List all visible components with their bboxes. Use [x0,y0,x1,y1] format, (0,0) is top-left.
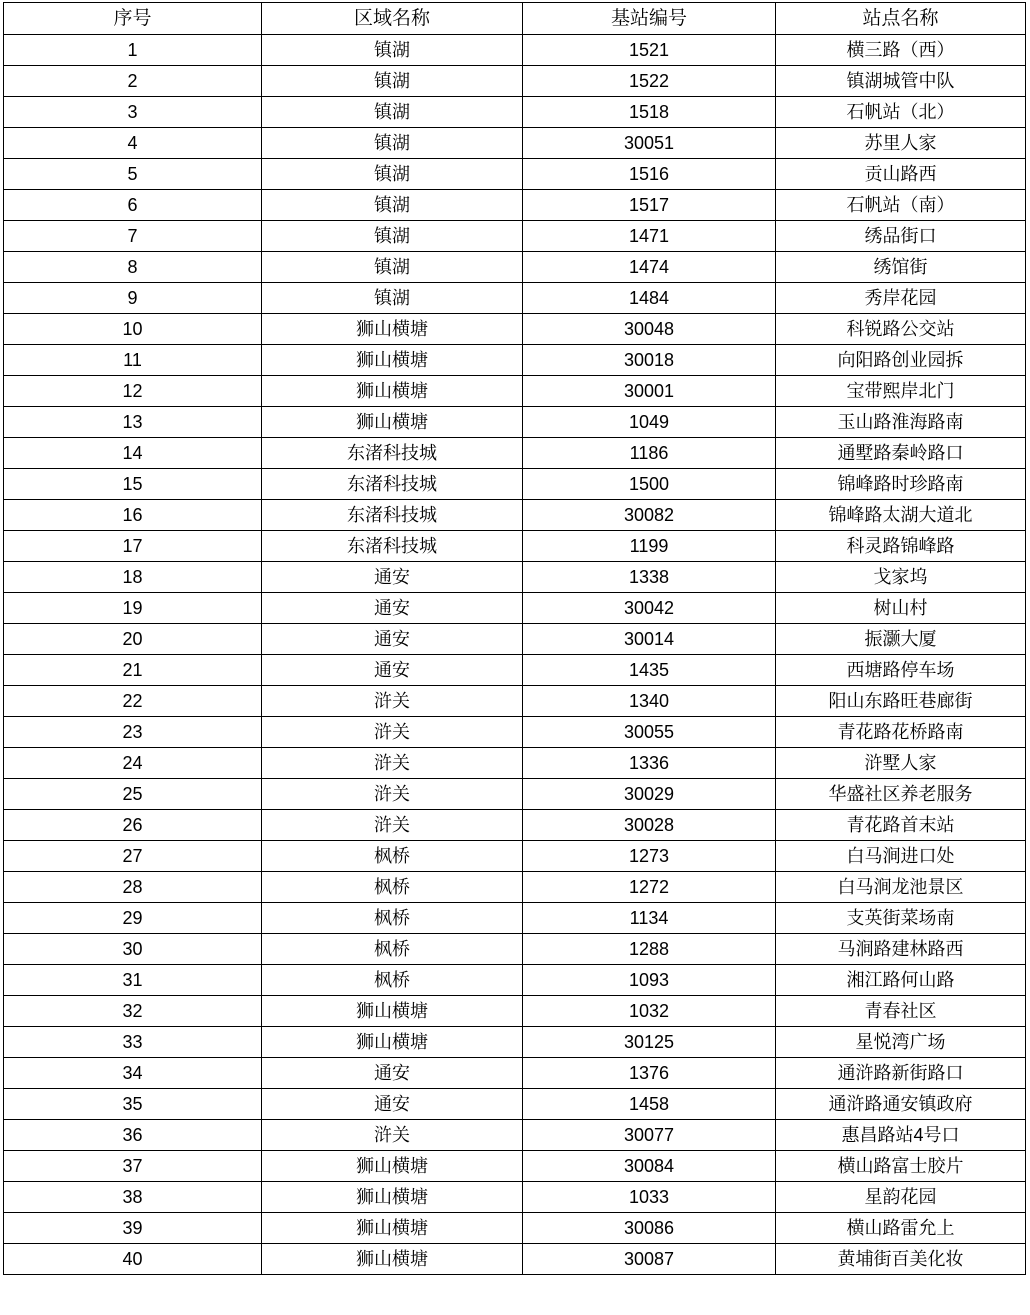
cell-area: 狮山横塘 [262,1182,523,1213]
table-row [4,593,1026,624]
cell-area: 狮山横塘 [262,314,523,345]
cell-station-code: 1288 [523,934,776,965]
table-row [4,934,1026,965]
table-row [4,283,1026,314]
cell-station-code: 1338 [523,562,776,593]
cell-index: 21 [4,655,262,686]
cell-index: 28 [4,872,262,903]
table-row [4,1244,1026,1275]
cell-area: 镇湖 [262,221,523,252]
cell-area: 狮山横塘 [262,1027,523,1058]
cell-index: 30 [4,934,262,965]
cell-area: 通安 [262,655,523,686]
cell-index: 31 [4,965,262,996]
cell-station-code: 30051 [523,128,776,159]
cell-index: 22 [4,686,262,717]
cell-station-code: 1376 [523,1058,776,1089]
cell-station-code: 30018 [523,345,776,376]
cell-station-name: 青花路首末站 [776,810,1026,841]
cell-index: 12 [4,376,262,407]
cell-station-name: 通浒路通安镇政府 [776,1089,1026,1120]
cell-index: 14 [4,438,262,469]
cell-area: 通安 [262,624,523,655]
table-header [4,3,1026,35]
cell-index: 23 [4,717,262,748]
cell-station-name: 戈家坞 [776,562,1026,593]
cell-area: 浒关 [262,748,523,779]
cell-station-code: 1522 [523,66,776,97]
cell-area: 通安 [262,562,523,593]
station-table [3,2,1026,1275]
cell-station-code: 30001 [523,376,776,407]
cell-station-code: 30125 [523,1027,776,1058]
cell-station-name: 浒墅人家 [776,748,1026,779]
cell-area: 镇湖 [262,283,523,314]
table-row [4,66,1026,97]
cell-station-code: 1273 [523,841,776,872]
cell-station-code: 1458 [523,1089,776,1120]
cell-area: 镇湖 [262,128,523,159]
table-row [4,500,1026,531]
cell-index: 25 [4,779,262,810]
cell-index: 38 [4,1182,262,1213]
cell-station-code: 1336 [523,748,776,779]
cell-area: 浒关 [262,1120,523,1151]
table-row [4,221,1026,252]
cell-station-code: 1032 [523,996,776,1027]
table-row [4,748,1026,779]
cell-station-name: 白马涧龙池景区 [776,872,1026,903]
column-header-index: 序号 [4,3,262,35]
cell-station-name: 科灵路锦峰路 [776,531,1026,562]
cell-station-name: 苏里人家 [776,128,1026,159]
table-row [4,531,1026,562]
cell-station-code: 1518 [523,97,776,128]
table-row [4,1120,1026,1151]
cell-station-code: 1093 [523,965,776,996]
cell-area: 枫桥 [262,872,523,903]
cell-index: 15 [4,469,262,500]
cell-area: 狮山横塘 [262,407,523,438]
cell-area: 通安 [262,1058,523,1089]
table-row [4,1089,1026,1120]
cell-station-code: 30082 [523,500,776,531]
cell-station-name: 锦峰路时珍路南 [776,469,1026,500]
cell-area: 通安 [262,593,523,624]
cell-station-name: 绣馆街 [776,252,1026,283]
cell-index: 18 [4,562,262,593]
cell-station-code: 1340 [523,686,776,717]
cell-area: 镇湖 [262,190,523,221]
cell-station-code: 30077 [523,1120,776,1151]
cell-index: 34 [4,1058,262,1089]
cell-station-code: 1272 [523,872,776,903]
table-row [4,965,1026,996]
cell-station-name: 星韵花园 [776,1182,1026,1213]
table-row [4,97,1026,128]
cell-index: 7 [4,221,262,252]
cell-index: 33 [4,1027,262,1058]
cell-station-name: 通墅路秦岭路口 [776,438,1026,469]
cell-station-code: 1484 [523,283,776,314]
cell-area: 镇湖 [262,159,523,190]
cell-station-name: 阳山东路旺巷廊街 [776,686,1026,717]
cell-station-code: 30084 [523,1151,776,1182]
table-row [4,841,1026,872]
cell-index: 32 [4,996,262,1027]
table-row [4,1213,1026,1244]
cell-index: 10 [4,314,262,345]
cell-station-name: 横山路富士胶片 [776,1151,1026,1182]
table-row [4,717,1026,748]
cell-station-name: 支英街菜场南 [776,903,1026,934]
cell-station-name: 黄埔街百美化妆 [776,1244,1026,1275]
cell-area: 镇湖 [262,97,523,128]
cell-area: 东渚科技城 [262,531,523,562]
table-row [4,407,1026,438]
cell-station-name: 西塘路停车场 [776,655,1026,686]
table-row [4,1058,1026,1089]
table-row [4,314,1026,345]
table-row [4,779,1026,810]
table-row [4,376,1026,407]
cell-station-code: 1474 [523,252,776,283]
table-row [4,624,1026,655]
cell-area: 狮山横塘 [262,996,523,1027]
cell-index: 8 [4,252,262,283]
cell-area: 东渚科技城 [262,469,523,500]
table-row [4,655,1026,686]
cell-index: 19 [4,593,262,624]
cell-index: 35 [4,1089,262,1120]
table-row [4,128,1026,159]
cell-index: 39 [4,1213,262,1244]
cell-station-code: 1134 [523,903,776,934]
cell-station-name: 惠昌路站4号口 [776,1120,1026,1151]
cell-area: 浒关 [262,717,523,748]
cell-station-code: 1435 [523,655,776,686]
table-row [4,562,1026,593]
cell-station-name: 星悦湾广场 [776,1027,1026,1058]
cell-index: 11 [4,345,262,376]
cell-station-name: 横三路（西） [776,35,1026,66]
cell-station-name: 石帆站（南） [776,190,1026,221]
cell-area: 狮山横塘 [262,376,523,407]
cell-area: 东渚科技城 [262,500,523,531]
cell-station-name: 玉山路淮海路南 [776,407,1026,438]
header-row [4,3,1026,35]
cell-index: 40 [4,1244,262,1275]
cell-area: 浒关 [262,686,523,717]
cell-index: 13 [4,407,262,438]
cell-station-name: 振灏大厦 [776,624,1026,655]
cell-station-name: 贡山路西 [776,159,1026,190]
cell-index: 9 [4,283,262,314]
cell-station-name: 科锐路公交站 [776,314,1026,345]
cell-station-code: 1516 [523,159,776,190]
cell-station-code: 1521 [523,35,776,66]
cell-station-code: 1500 [523,469,776,500]
table-row [4,1182,1026,1213]
cell-index: 5 [4,159,262,190]
cell-index: 6 [4,190,262,221]
cell-index: 24 [4,748,262,779]
table-row [4,345,1026,376]
cell-index: 36 [4,1120,262,1151]
cell-area: 浒关 [262,810,523,841]
cell-area: 狮山横塘 [262,345,523,376]
cell-area: 枫桥 [262,965,523,996]
cell-station-name: 通浒路新街路口 [776,1058,1026,1089]
cell-station-name: 青花路花桥路南 [776,717,1026,748]
cell-index: 27 [4,841,262,872]
table-row [4,469,1026,500]
table-row [4,686,1026,717]
table-row [4,190,1026,221]
table-row [4,35,1026,66]
cell-index: 16 [4,500,262,531]
cell-station-code: 30086 [523,1213,776,1244]
cell-station-name: 镇湖城管中队 [776,66,1026,97]
cell-index: 29 [4,903,262,934]
cell-area: 狮山横塘 [262,1151,523,1182]
cell-index: 26 [4,810,262,841]
table-body [4,35,1026,1275]
table-row [4,903,1026,934]
cell-station-code: 30055 [523,717,776,748]
cell-station-name: 横山路雷允上 [776,1213,1026,1244]
cell-area: 枫桥 [262,903,523,934]
cell-station-name: 秀岸花园 [776,283,1026,314]
table-row [4,996,1026,1027]
cell-index: 17 [4,531,262,562]
table-row [4,1151,1026,1182]
cell-station-code: 1049 [523,407,776,438]
cell-station-code: 30087 [523,1244,776,1275]
cell-station-code: 1186 [523,438,776,469]
table-row [4,438,1026,469]
cell-index: 1 [4,35,262,66]
column-header-station-name: 站点名称 [776,3,1026,35]
cell-station-name: 湘江路何山路 [776,965,1026,996]
cell-station-code: 1033 [523,1182,776,1213]
cell-station-name: 宝带熙岸北门 [776,376,1026,407]
cell-station-name: 华盛社区养老服务 [776,779,1026,810]
table-row [4,252,1026,283]
cell-index: 20 [4,624,262,655]
cell-station-code: 1199 [523,531,776,562]
cell-station-code: 1471 [523,221,776,252]
cell-area: 镇湖 [262,66,523,97]
cell-index: 2 [4,66,262,97]
cell-area: 枫桥 [262,841,523,872]
cell-station-code: 30048 [523,314,776,345]
cell-station-name: 青春社区 [776,996,1026,1027]
cell-index: 37 [4,1151,262,1182]
cell-station-code: 30014 [523,624,776,655]
column-header-station-code: 基站编号 [523,3,776,35]
cell-index: 4 [4,128,262,159]
cell-station-name: 树山村 [776,593,1026,624]
cell-station-code: 30028 [523,810,776,841]
cell-station-name: 向阳路创业园拆 [776,345,1026,376]
cell-area: 狮山横塘 [262,1244,523,1275]
cell-area: 狮山横塘 [262,1213,523,1244]
cell-station-name: 石帆站（北） [776,97,1026,128]
column-header-area: 区域名称 [262,3,523,35]
cell-station-code: 30029 [523,779,776,810]
cell-station-name: 马涧路建林路西 [776,934,1026,965]
table-row [4,1027,1026,1058]
table-row [4,810,1026,841]
cell-area: 枫桥 [262,934,523,965]
table-row [4,159,1026,190]
cell-index: 3 [4,97,262,128]
cell-station-code: 1517 [523,190,776,221]
cell-station-code: 30042 [523,593,776,624]
cell-station-name: 白马涧进口处 [776,841,1026,872]
cell-area: 镇湖 [262,252,523,283]
cell-station-name: 绣品街口 [776,221,1026,252]
cell-area: 浒关 [262,779,523,810]
cell-area: 东渚科技城 [262,438,523,469]
cell-area: 镇湖 [262,35,523,66]
cell-area: 通安 [262,1089,523,1120]
cell-station-name: 锦峰路太湖大道北 [776,500,1026,531]
table-row [4,872,1026,903]
